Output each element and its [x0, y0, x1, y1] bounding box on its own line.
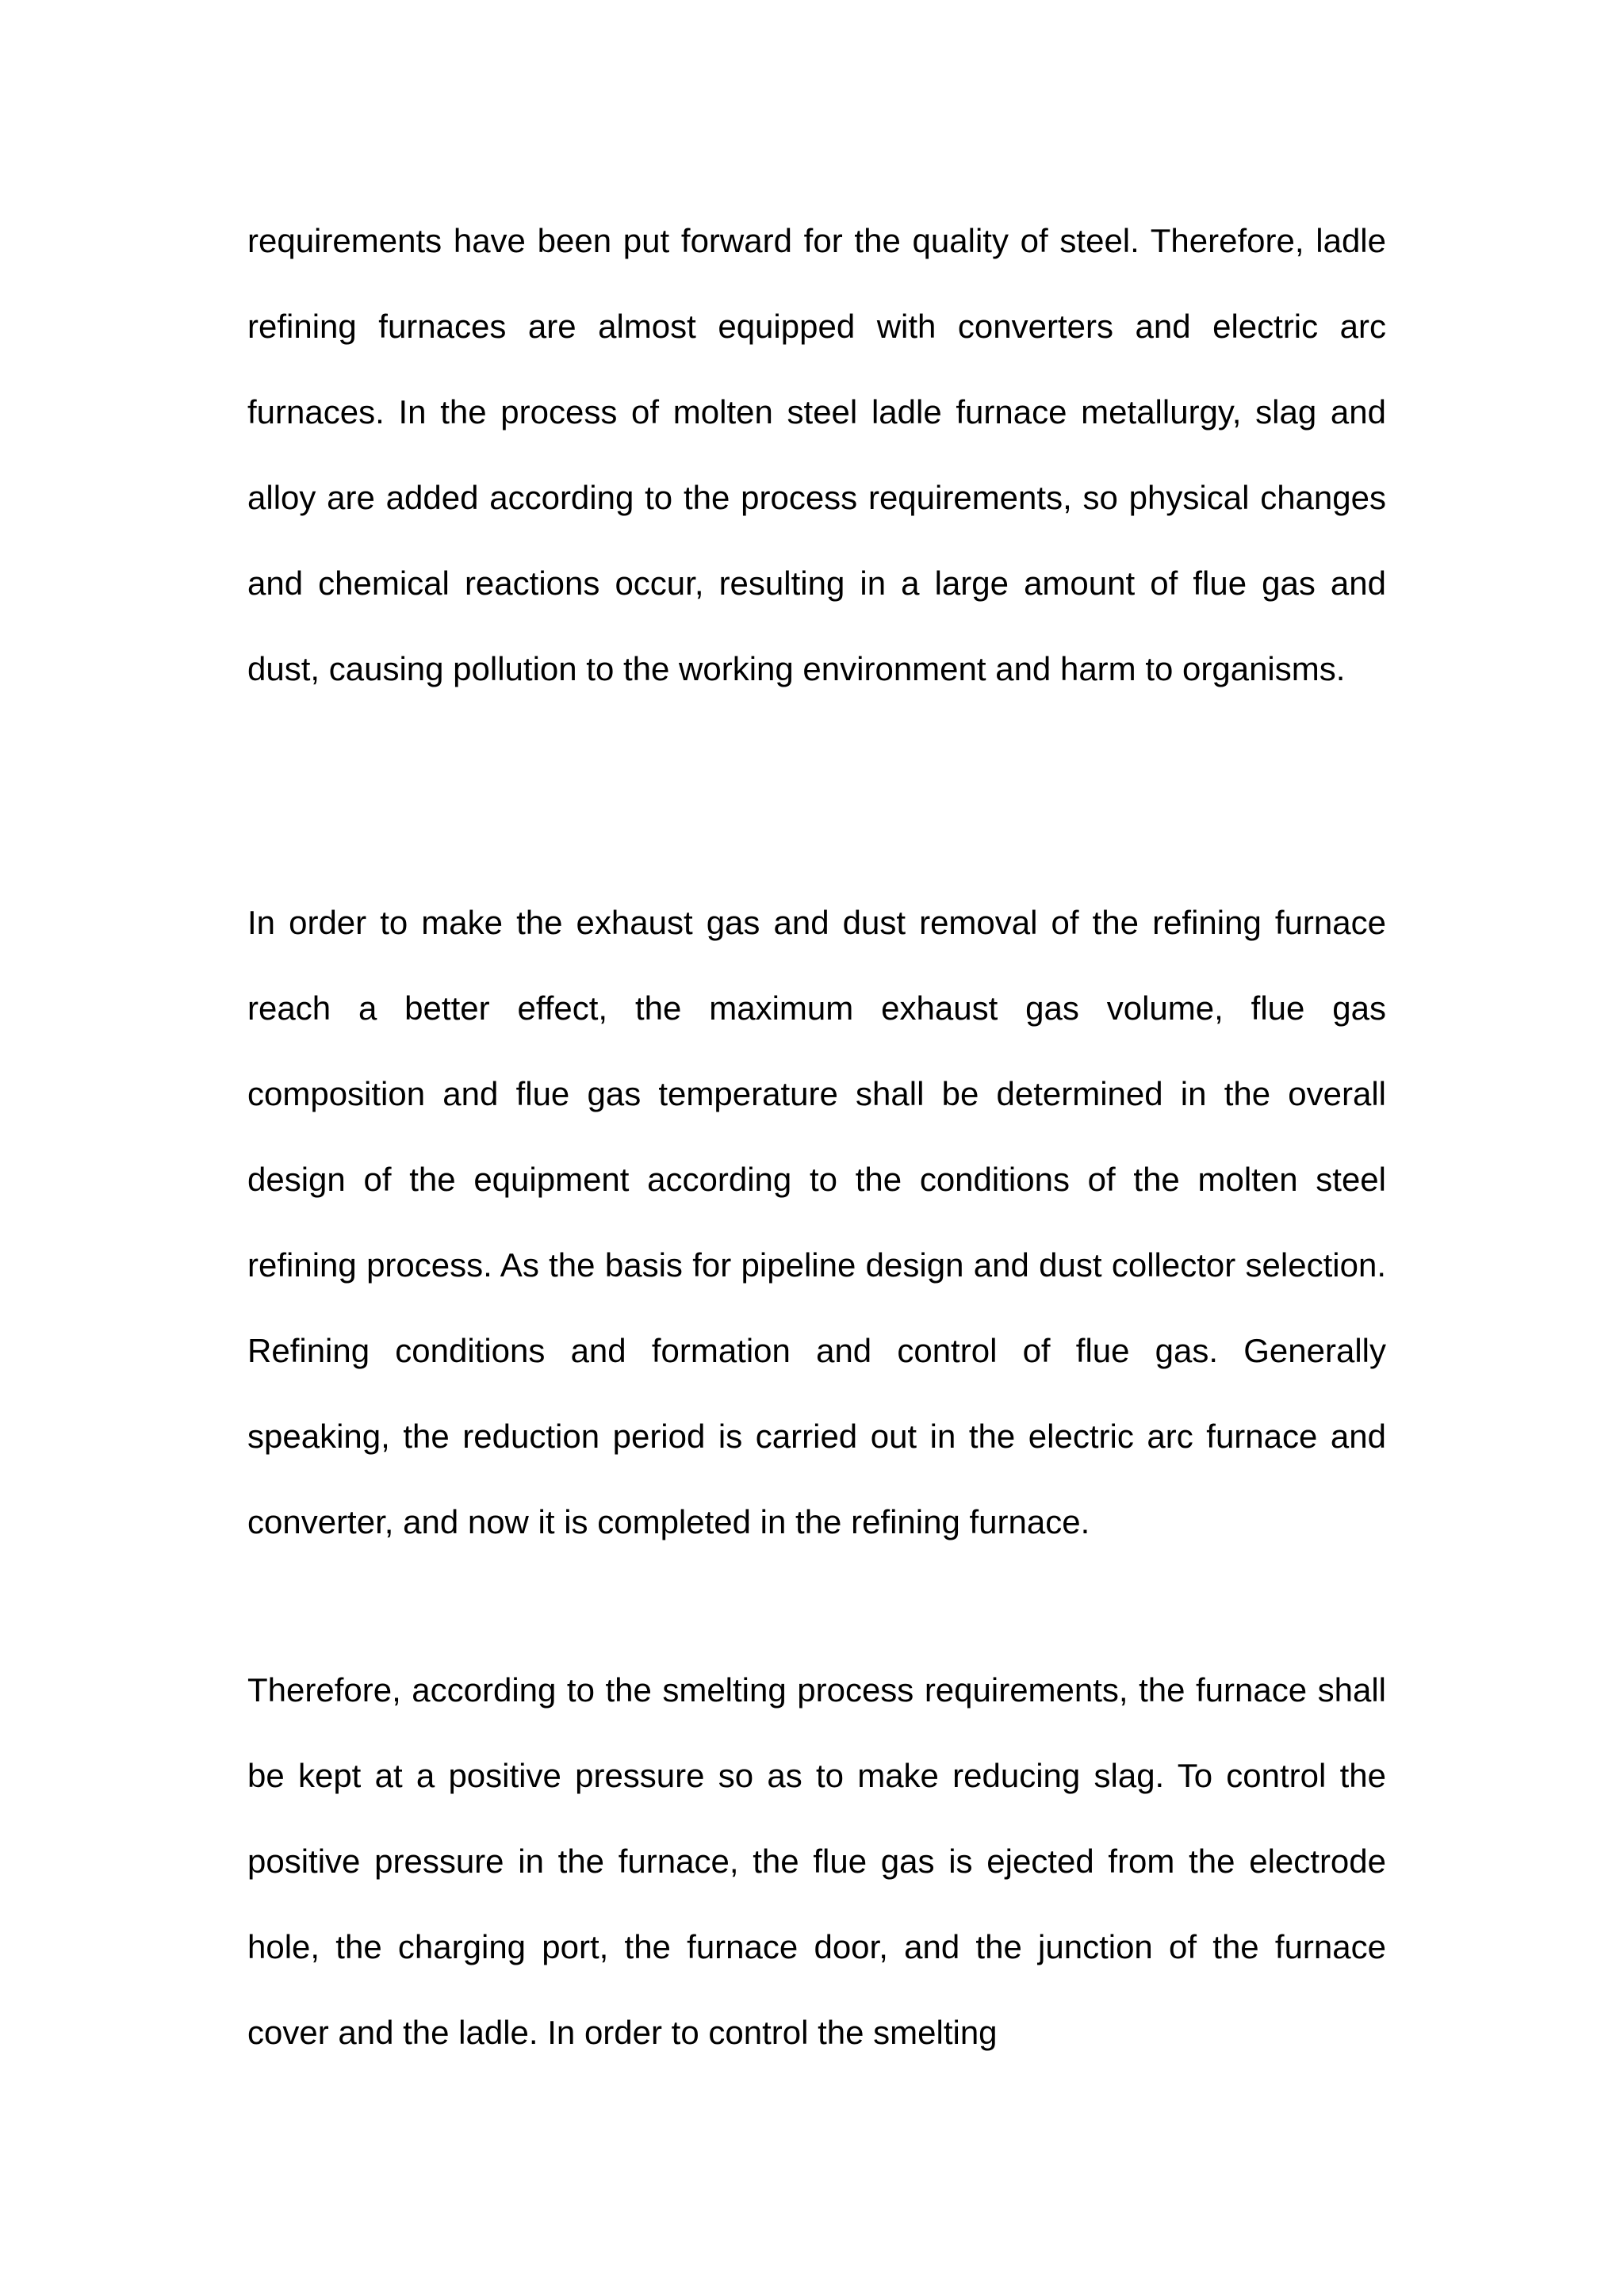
paragraph-text: requirements have been put forward for the quality of steel. Therefore, ladle refining furnaces are almost equipped with converters and electric arc furnaces. In the process of molten steel ladle furnace metallurgy, slag and alloy are added according to the process requirements, so physical changes and chemical reactions occur, resulting in a large amount of flue gas and dust, causing pollution to the working environment and harm to organisms. [247, 222, 1386, 687]
paragraph-text: In order to make the exhaust gas and dust removal of the refining furnace reach a better effect, the maximum exhaust gas volume, flue gas composition and flue gas temperature shall be determined in the overall design of the equipment according to the conditions of the molten steel refining process. As the basis for pipeline design and dust collector selection. Refining conditions and formation and control of flue gas. Generally speaking, the reduction period is carried out in the electric arc furnace and converter, and now it is completed in the refining furnace. [247, 904, 1386, 1540]
paragraph-3 [247, 1647, 1386, 2076]
paragraph-text: Therefore, according to the smelting process requirements, the furnace shall be kept at a positive pressure so as to make reducing slag. To control the positive pressure in the furnace, the flue gas is ejected from the electrode hole, the charging port, the furnace door, and the junction of the furnace cover and the ladle. In order to control the smelting [247, 1671, 1386, 2051]
paragraph-1 [247, 198, 1386, 712]
paragraph-2 [247, 880, 1386, 1565]
